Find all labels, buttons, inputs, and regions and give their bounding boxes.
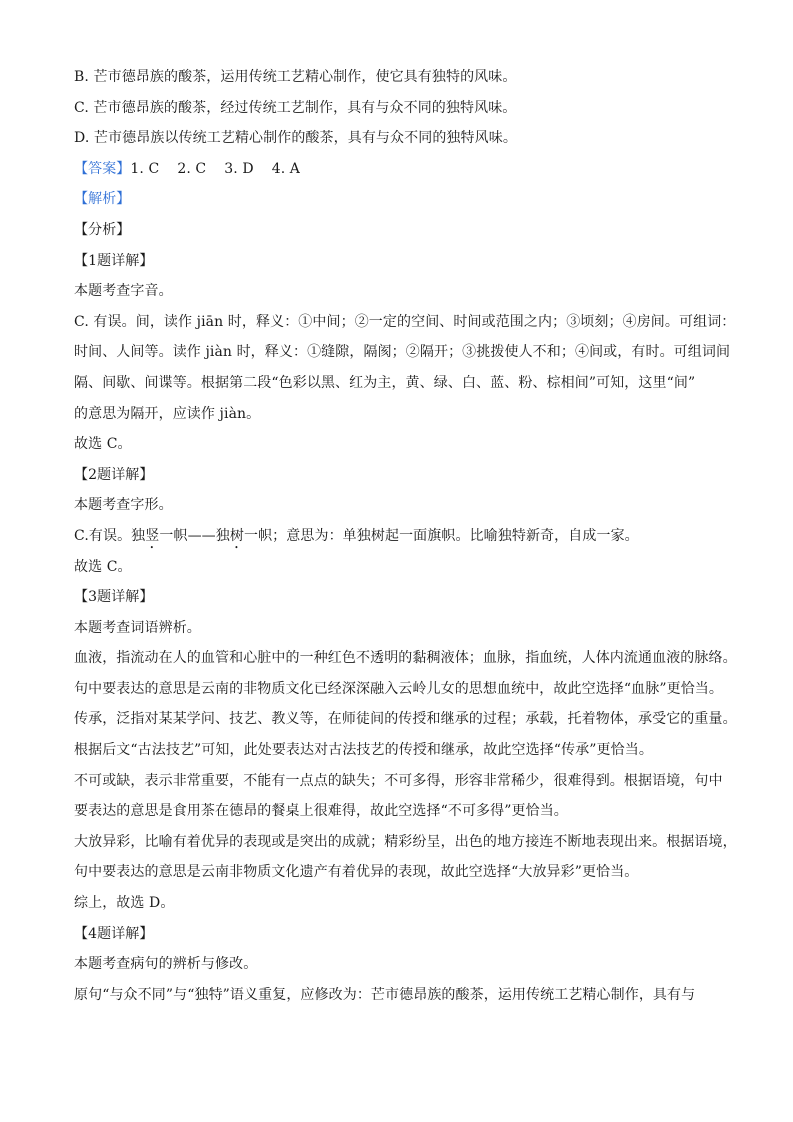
answer-line [74, 154, 724, 185]
q1-line: 隔、间歇、间谍等。根据第二段“色彩以黑、红为主，黄、绿、白、蓝、粉、棕相间”可知，这里“间” [74, 374, 696, 391]
q3-line: 传承，泛指对某某学问、技艺、教义等，在师徒间的传授和继承的过程；承载，托着物体，承受它的重量。 [74, 711, 737, 728]
q3-line: 综上，故选 D。 [74, 895, 175, 912]
q2-heading: 【2题详解】 [74, 466, 154, 483]
q1-line: 时间、人间等。读作 jiàn 时，释义：①缝隙，隔阂；②隔开；③挑拨使人不和；④间或，有时。可组词间 [74, 344, 731, 361]
q2-line: 故选 C。 [74, 558, 132, 575]
answer-item: 1. C [130, 160, 160, 177]
q3-line: 血液，指流动在人的血管和心脏中的一种红色不透明的黏稠液体；血脉，指血统，人体内流通血液的脉络。 [74, 650, 737, 667]
answer-item: 2. C [177, 160, 207, 177]
q3-line: 句中要表达的意思是云南非物质文化遗产有着优异的表现，故此空选择“大放异彩”更恰当。 [74, 864, 639, 881]
document-page [74, 62, 737, 1010]
q2-emphasis-char: 树 [229, 527, 244, 544]
q2-text: 一帜；意思为：单独树起一面旗帜。比喻独特新奇，自成一家。 [243, 527, 639, 544]
q1-line: 本题考查字音。 [74, 283, 173, 300]
fenxi-label: 【分析】 [74, 221, 131, 238]
q1-line: 的意思为隔开，应读作 jiàn。 [74, 405, 261, 422]
q3-line: 句中要表达的意思是云南的非物质文化已经深深融入云岭儿女的思想血统中，故此空选择“血脉”更恰当。 [74, 680, 724, 697]
q3-line: 本题考查词语辨析。 [74, 619, 201, 636]
q2-line: 本题考查字形。 [74, 497, 173, 514]
q4-line: 原句“与众不同”与“独特”语义重复，应修改为：芒市德昂族的酸茶，运用传统工艺精心制作，具有与 [74, 986, 696, 1003]
answer-label: 【答案】 [74, 160, 131, 177]
answer-item: 4. A [271, 160, 301, 177]
q3-line: 不可或缺，表示非常重要，不能有一点点的缺失；不可多得，形容非常稀少，很难得到。根据语境，句中 [74, 772, 723, 789]
option-b: B. 芒市德昂族的酸茶，运用传统工艺精心制作，使它具有独特的风味。 [74, 69, 517, 85]
option-d: D. 芒市德昂族以传统工艺精心制作的酸茶，具有与众不同的独特风味。 [74, 130, 517, 147]
q1-line: 故选 C。 [74, 436, 132, 453]
q1-line: C. 有误。间，读作 jiān 时，释义：①中间；②一定的空间、时间或范围之内；③顷刻；④房间。可组词： [74, 313, 736, 330]
q2-emphasis-char: 竖 [145, 527, 160, 544]
q3-line: 要表达的意思是食用茶在德昂的餐桌上很难得，故此空选择“不可多得”更恰当。 [74, 803, 568, 820]
q4-line: 本题考查病句的辨析与修改。 [74, 956, 258, 973]
q2-text: C.有误。独 [74, 527, 146, 544]
q3-line: 根据后文“古法技艺”可知，此处要表达对古法技艺的传授和继承，故此空选择“传承”更恰当。 [74, 742, 653, 759]
q3-line: 大放异彩，比喻有着优异的表现或是突出的成就；精彩纷呈，出色的地方接连不断地表现出来。根据语境， [74, 833, 737, 850]
q3-heading: 【3题详解】 [74, 589, 154, 606]
q4-heading: 【4题详解】 [74, 925, 154, 942]
answer-item: 3. D [224, 160, 254, 177]
option-c: C. 芒市德昂族的酸茶，经过传统工艺制作，具有与众不同的独特风味。 [74, 99, 517, 116]
q1-heading: 【1题详解】 [74, 252, 154, 269]
q2-text: 一帜——独 [159, 527, 230, 544]
analysis-label: 【解析】 [74, 191, 131, 208]
q2-line [74, 521, 724, 552]
